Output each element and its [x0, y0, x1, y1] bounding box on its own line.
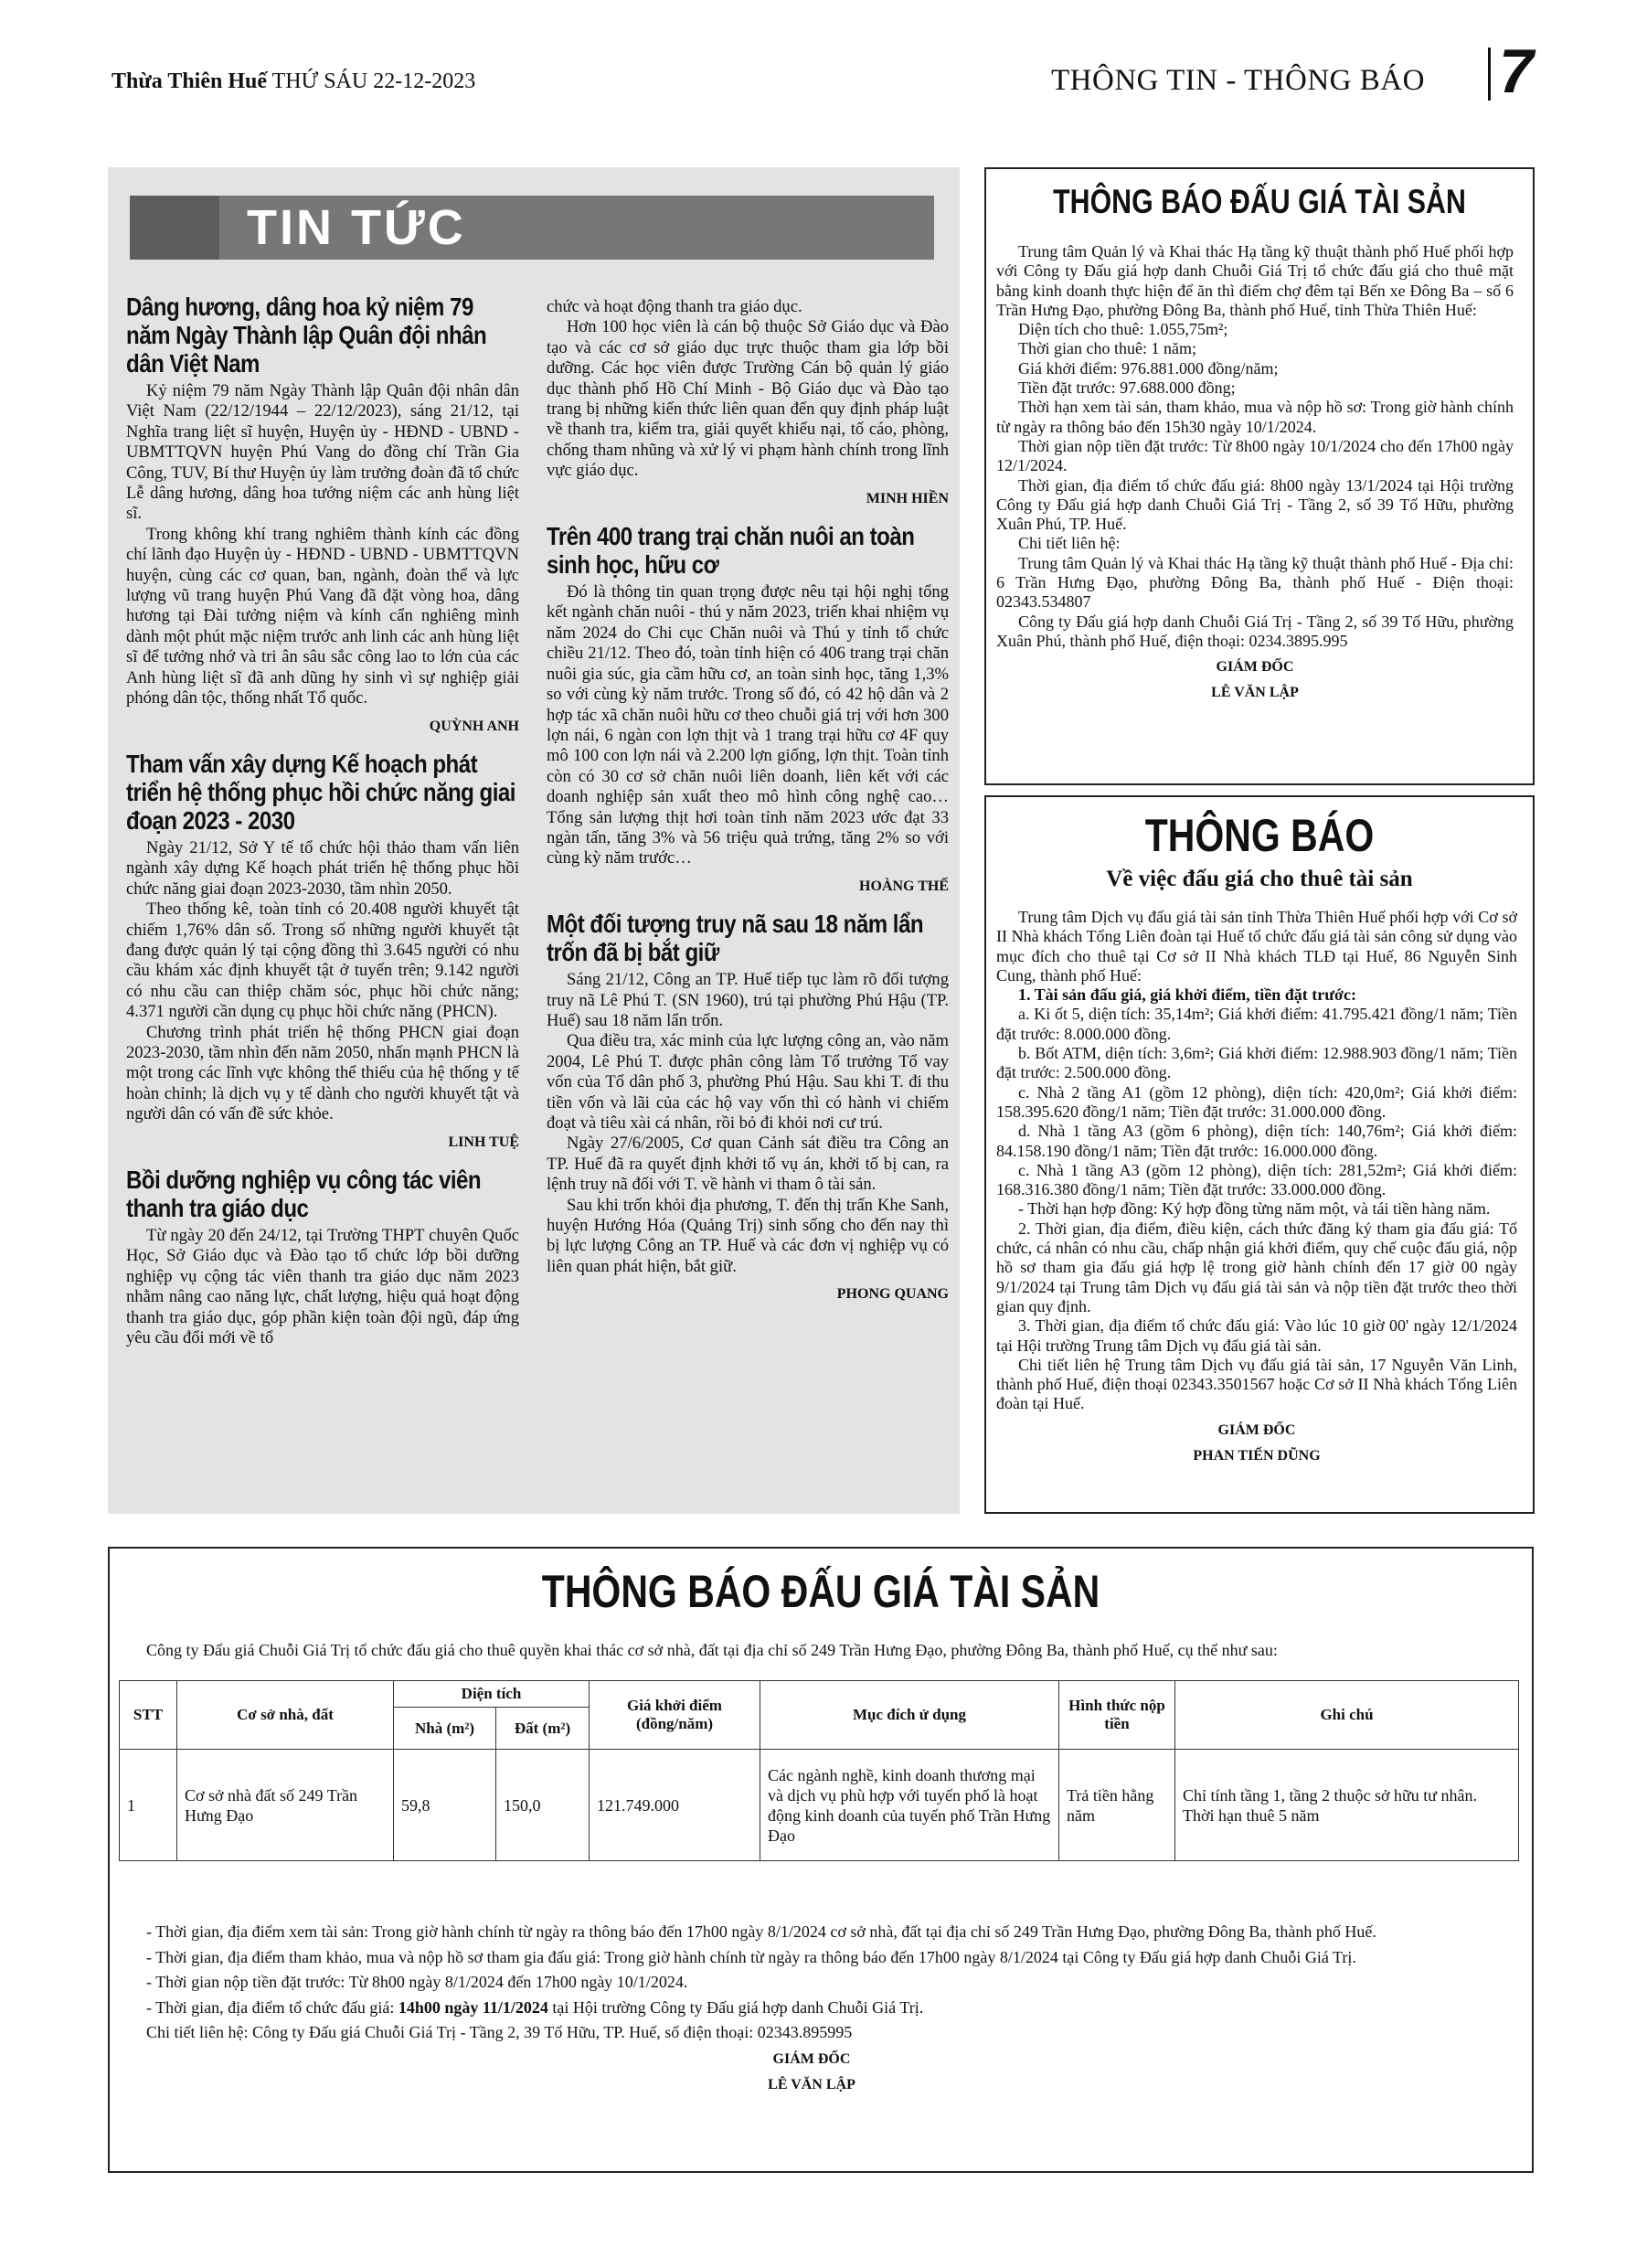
signature-name: LÊ VĂN LẬP	[768, 2076, 855, 2092]
article-paragraph: Kỷ niệm 79 năm Ngày Thành lập Quân đội nhân dân Việt Nam (22/12/1944 – 22/12/2023), sáng 21/12, tại Nghĩa trang liệt sĩ huyện, Huyện ủy - HĐND - UBND - UBMTTQVN huyện Phú Vang do đồng chí Trần Gia Công, TUV, Bí thư Huyện ủy làm trưởng đoàn đã tổ chức Lễ dâng hương, dâng hoa tưởng niệm các anh hùng liệt sĩ.	[126, 381, 519, 524]
article-byline: HOÀNG THẾ	[859, 878, 949, 894]
notice-contact: Chi tiết liên hệ: Công ty Đấu giá Chuỗi Giá Trị - Tầng 2, 39 Tố Hữu, TP. Huế, số điện thoại: 02343.895995	[146, 2023, 853, 2041]
signature-name: LÊ VĂN LẬP	[1211, 685, 1299, 701]
notice-intro: Công ty Đấu giá Chuỗi Giá Trị tổ chức đấu giá cho thuê quyền khai thác cơ sở nhà, đất tại địa chỉ số 249 Trần Hưng Đạo, phường Đông Ba, thành phố Huế, cụ thể như sau:	[146, 1641, 1278, 1659]
article-byline: PHONG QUANG	[836, 1286, 949, 1303]
article-paragraph: Sau khi trốn khỏi địa phương, T. đến thị trấn Khe Sanh, huyện Hướng Hóa (Quảng Trị) sinh sống cho đến nay thì bị lực lượng Công an TP. Huế và các đơn vị nghiệp vụ có liên quan phát hiện, bắt giữ.	[547, 1195, 949, 1276]
cell-coso: Cơ sở nhà đất số 249 Trần Hưng Đạo	[177, 1750, 394, 1861]
article-paragraph: Sáng 21/12, Công an TP. Huế tiếp tục làm rõ đối tượng truy nã Lê Phú T. (SN 1960), trú tại phường Phú Hậu (TP. Huế) sau 18 năm lẩn trốn.	[547, 970, 949, 1030]
notice-line: 3. Thời gian, địa điểm tổ chức đấu giá: Vào lúc 10 giờ 00' ngày 12/1/2024 tại Hội trường Trung tâm Dịch vụ đấu giá tài sản.	[996, 1316, 1517, 1355]
notice-subtitle: Về việc đấu giá cho thuê tài sản	[1106, 867, 1413, 891]
article-byline: MINH HIỀN	[866, 490, 949, 506]
article-byline: QUỲNH ANH	[429, 718, 519, 734]
article-paragraph: Ngày 27/6/2005, Cơ quan Cảnh sát điều tra Công an TP. Huế đã ra quyết định khởi tố vụ án, khởi tố bị can, ra lệnh truy nã đối với T. về hành vi tham ô tài sản.	[547, 1134, 949, 1195]
col-ghichu: Ghi chú	[1175, 1681, 1519, 1750]
news-banner-accent	[130, 196, 219, 260]
article-paragraph: Từ ngày 20 đến 24/12, tại Trường THPT chuyên Quốc Học, Sở Giáo dục và Đào tạo tổ chức lớp bồi dưỡng nghiệp vụ cộng tác viên thanh tra giáo dục năm 2023 nhằm nâng cao năng lực, chất lượng, hiệu quả hoạt động thanh tra giáo dục, góp phần kiện toàn đội ngũ, đáp ứng yêu cầu đổi mới về tổ	[126, 1226, 519, 1348]
cell-dat: 150,0	[496, 1750, 590, 1861]
signature-name: PHAN TIẾN DŨNG	[1193, 1447, 1321, 1464]
notice-line: Thời gian, địa điểm tổ chức đấu giá: 8h00 ngày 13/1/2024 tại Hội trường Công ty Đấu giá hợp danh Chuỗi Giá Trị - Tầng 2, số 39 Tố Hữu, phường Xuân Phú, TP. Huế.	[996, 475, 1514, 534]
col-stt: STT	[120, 1681, 177, 1750]
article-paragraph: Theo thống kê, toàn tỉnh có 20.408 người khuyết tật chiếm 1,76% dân số. Trong số những người khuyết tật đang được quản lý tại cộng đồng thì 3.645 người có nhu cầu khám xác định khuyết tật ở tuyến trên; 9.142 người có nhu cầu can thiệp chăm sóc, phục hồi chức năng; 4.371 người cần dụng cụ phục hồi chức năng (PHCN).	[126, 900, 519, 1022]
article-byline: LINH TUỆ	[448, 1134, 519, 1150]
article-paragraph: Chương trình phát triển hệ thống PHCN giai đoạn 2023-2030, tầm nhìn đến năm 2050, nhấn mạnh PHCN là một trong các lĩnh vực không thể thiếu của hệ thống y tế hoàn chỉnh; là dịch vụ y tế dành cho người khuyết tật và người dân có vấn đề sức khỏe.	[126, 1022, 519, 1124]
article-paragraph: Ngày 21/12, Sở Y tế tổ chức hội thảo tham vấn liên ngành xây dựng Kế hoạch phát triển hệ thống phục hồi chức năng giai đoạn 2023-2030, tầm nhìn 2050.	[126, 837, 519, 899]
news-column-1	[126, 293, 519, 1348]
notice-line: c. Nhà 2 tầng A1 (gồm 12 phòng), diện tích: 420,0m²; Giá khởi điểm: 158.395.620 đồng/1 năm; Tiền đặt trước: 31.000.000 đồng.	[996, 1082, 1517, 1121]
cell-stt: 1	[120, 1750, 177, 1861]
notice-title: THÔNG BÁO	[1144, 810, 1375, 861]
notice-line: Chi tiết liên hệ:	[1018, 534, 1121, 553]
article-title: Dâng hương, dâng hoa kỷ niệm 79 năm Ngày Thành lập Quân đội nhân dân Việt Nam	[126, 293, 487, 378]
news-column-2	[547, 297, 949, 1309]
article-title: Bồi dưỡng nghiệp vụ công tác viên thanh tra giáo dục	[126, 1166, 482, 1222]
article-paragraph: Đó là thông tin quan trọng được nêu tại hội nghị tổng kết ngành chăn nuôi - thú y năm 2023, triển khai nhiệm vụ năm 2024 do Chi cục Chăn nuôi và Thú y tỉnh tổ chức chiều 21/12. Theo đó, toàn tỉnh hiện có 406 trang trại chăn nuôi gia súc, gia cầm hữu cơ, an toàn sinh học, tăng 1,3% so với cùng kỳ năm trước. Trong số đó, có 42 hộ dân và 2 hợp tác xã chăn nuôi hữu cơ theo chuỗi giá trị với hơn 300 lợn nái, 6 ngàn con lợn thịt và 1 trang trại hữu cơ 4F quy mô 100 con lợn nái và 2.200 lợn giống, lợn thịt. Toàn tỉnh còn có 30 cơ sở chăn nuôi liên doanh, liên kết với các doanh nghiệp sản xuất theo mô hình công nghệ cao… Tổng sản lượng thịt hơi toàn tỉnh năm 2023 ước đạt 33 ngàn tấn, tăng 3% và 56 triệu quả trứng, tăng 2% so với cùng kỳ năm trước…	[547, 582, 949, 868]
notice-line: Thời gian nộp tiền đặt trước: Từ 8h00 ngày 10/1/2024 cho đến 17h00 ngày 12/1/2024.	[996, 436, 1514, 475]
article-title: Trên 400 trang trại chăn nuôi an toàn sinh học, hữu cơ	[547, 522, 915, 580]
notice-line: - Thời gian nộp tiền đặt trước: Từ 8h00 ngày 8/1/2024 đến 17h00 ngày 10/1/2024.	[146, 1973, 688, 1991]
notice-line: - Thời hạn hợp đồng: Ký hợp đồng từng năm một, và tái tiền hàng năm.	[1018, 1199, 1491, 1219]
notice-line: b. Bốt ATM, diện tích: 3,6m²; Giá khởi điểm: 12.988.903 đồng/1 năm; Tiền đặt trước: 2.500.000 đồng.	[996, 1044, 1517, 1082]
notice-notes	[126, 1921, 1506, 2098]
col-gia: Giá khởi điểm (đồng/năm)	[590, 1681, 760, 1750]
col-nha: Nhà (m²)	[394, 1708, 496, 1750]
notice-line	[126, 1996, 1506, 2019]
notice-line: - Thời gian, địa điểm xem tài sản: Trong giờ hành chính từ ngày ra thông báo đến 17h00 ngày 8/1/2024 cơ sở nhà, đất tại địa chỉ số 249 Trần Hưng Đạo, phường Đông Ba, thành phố Huế.	[146, 1922, 1376, 1941]
table-header-row	[120, 1681, 1519, 1708]
section-title: THÔNG TIN - THÔNG BÁO	[1051, 64, 1425, 97]
cell-hinhthuc: Trả tiền hằng năm	[1059, 1750, 1175, 1861]
notice-title: THÔNG BÁO ĐẤU GIÁ TÀI SẢN	[1053, 183, 1466, 220]
notice-line: Tiền đặt trước: 97.688.000 đồng;	[1018, 378, 1236, 398]
notice-title: THÔNG BÁO ĐẤU GIÁ TÀI SẢN	[541, 1566, 1100, 1617]
issue-date: THỨ SÁU 22-12-2023	[271, 69, 476, 93]
notice-line: Trung tâm Quản lý và Khai thác Hạ tầng kỹ thuật thành phố Huế phối hợp với Công ty Đấu giá hợp danh Chuỗi Giá Trị tổ chức đấu giá cho thuê mặt bằng kinh doanh thực hiện để ăn thì điểm chợ đêm tại Bến xe Đông Ba – số 6 Trần Hưng Đạo, phường Đông Ba, thành phố Huế, tỉnh Thừa Thiên Huế:	[996, 242, 1514, 319]
notice-line: Thời gian cho thuê: 1 năm;	[1018, 339, 1196, 358]
signature-role: GIÁM ĐỐC	[1217, 1421, 1296, 1438]
col-coso: Cơ sở nhà, đất	[177, 1681, 394, 1750]
notice-line: Thời hạn xem tài sản, tham khảo, mua và nộp hồ sơ: Trong giờ hành chính từ ngày ra thông báo đến 15h30 ngày 10/1/2024.	[996, 398, 1514, 436]
notice-body	[996, 242, 1514, 706]
article-paragraph: Hơn 100 học viên là cán bộ thuộc Sở Giáo dục và Đào tạo và các cơ sở giáo dục trực thuộc tham gia lớp bồi dưỡng. Các học viên được Trường Cán bộ quản lý giáo dục thành phố Hồ Chí Minh - Bộ Giáo dục và Đào tạo trang bị những kiến thức liên quan đến quy định pháp luật về thanh tra, kiểm tra, giải quyết khiếu nại, tố cáo, phòng, chống tham nhũng và xử lý vi phạm hành chính trong lĩnh vực giáo dục.	[547, 317, 949, 481]
cell-gia: 121.749.000	[590, 1750, 760, 1861]
table-row	[120, 1750, 1519, 1861]
note-prefix: - Thời gian, địa điểm tổ chức đấu giá:	[146, 1997, 398, 2017]
notice-line: c. Nhà 1 tầng A3 (gồm 12 phòng), diện tích: 281,52m²; Giá khởi điểm: 168.316.380 đồng/1 năm; Tiền đặt trước: 33.000.000 đồng.	[996, 1160, 1517, 1199]
notice-line: d. Nhà 1 tầng A3 (gồm 6 phòng), diện tích: 140,76m²; Giá khởi điểm: 84.158.190 đồng/1 năm; Tiền đặt trước: 16.000.000 đồng.	[996, 1122, 1517, 1160]
col-hinhthuc: Hình thức nộp tiền	[1059, 1681, 1175, 1750]
news-banner-title: TIN TỨC	[247, 200, 466, 255]
publication-name: Thừa Thiên Huế	[112, 69, 268, 93]
cell-nha: 59,8	[394, 1750, 496, 1861]
notice-line: Trung tâm Quản lý và Khai thác Hạ tầng kỹ thuật thành phố Huế - Địa chỉ: 6 Trần Hưng Đạo, phường Đông Ba, thành phố Huế - Điện thoại: 02343.534807	[996, 553, 1514, 612]
cell-ghichu: Chỉ tính tầng 1, tầng 2 thuộc sở hữu tư nhân. Thời hạn thuê 5 năm	[1175, 1750, 1519, 1861]
article-title: Tham vấn xây dựng Kế hoạch phát triển hệ thống phục hồi chức năng giai đoạn 2023 - 2030	[126, 749, 515, 835]
notice-line: Diện tích cho thuê: 1.055,75m²;	[1018, 320, 1228, 339]
note-highlight: 14h00 ngày 11/1/2024	[398, 1997, 548, 2017]
article-title: Một đối tượng truy nã sau 18 năm lẩn trốn đã bị bắt giữ	[547, 910, 924, 967]
signature-role: GIÁM ĐỐC	[772, 2050, 851, 2067]
auction-table	[119, 1680, 1519, 1861]
header-divider	[1488, 48, 1491, 101]
notice-line: Công ty Đấu giá hợp danh Chuỗi Giá Trị - Tầng 2, số 39 Tố Hữu, phường Xuân Phú, thành phố Huế, điện thoại: 0234.3895.995	[996, 612, 1514, 650]
signature-role: GIÁM ĐỐC	[1216, 659, 1294, 676]
notice-line: Chi tiết liên hệ Trung tâm Dịch vụ đấu giá tài sản, 17 Nguyễn Văn Linh, thành phố Huế, điện thoại 02343.3501567 hoặc Cơ sở II Nhà khách Tổng Liên đoàn tại Huế.	[996, 1355, 1517, 1413]
page-number: 7	[1499, 37, 1534, 106]
article-paragraph: Trong không khí trang nghiêm thành kính các đồng chí lãnh đạo Huyện ủy - HĐND - UBND - UBMTTQVN huyện, cùng các cơ quan, ban, ngành, đoàn thể và lực lượng vũ trang huyện Phú Vang đã đặt vòng hoa, dâng hương tại Đài tưởng niệm và kính cẩn nghiêng mình dành một phút mặc niệm trước anh linh các anh hùng liệt sĩ để tưởng nhớ và tri ân sâu sắc công lao to lớn của các Anh hùng liệt sĩ đã anh dũng hy sinh vì sự nghiệp giải phóng dân tộc, thống nhất Tổ quốc.	[126, 524, 519, 708]
article-paragraph: chức và hoạt động thanh tra giáo dục.	[547, 297, 802, 316]
article-paragraph: Qua điều tra, xác minh của lực lượng công an, vào năm 2004, Lê Phú T. được phân công làm Tổ trưởng Tổ vay vốn của Tổ dân phố 3, phường Phú Hậu. Sau khi T. đi thu tiền vốn và lãi của các hộ vay vốn thì có hành vi chiếm đoạt và tiêu xài cá nhân, rồi bỏ đi khỏi nơi cư trú.	[547, 1031, 949, 1133]
notice-line: 1. Tài sản đấu giá, giá khởi điểm, tiền đặt trước:	[1018, 985, 1356, 1005]
col-mucdich: Mục đích ử dụng	[760, 1681, 1059, 1750]
notice-line: Giá khởi điểm: 976.881.000 đồng/năm;	[1018, 358, 1279, 378]
notice-line: Trung tâm Dịch vụ đấu giá tài sản tỉnh Thừa Thiên Huế phối hợp với Cơ sở II Nhà khách Tổng Liên đoàn tại Huế tổ chức đấu giá tài sản công sử dụng vào mục đích cho thuê tại Cơ sở II Nhà khách TLĐ tại Huế, 86 Nguyễn Sinh Cung, thành phố Huế:	[996, 908, 1517, 985]
notice-body	[996, 908, 1517, 1469]
notice-line: - Thời gian, địa điểm tham khảo, mua và nộp hồ sơ tham gia đấu giá: Trong giờ hành chính từ ngày ra thông báo đến 17h00 ngày 8/1/2024 tại Công ty Đấu giá hợp danh Chuỗi Giá Trị.	[146, 1947, 1356, 1966]
notice-line: a. Ki ốt 5, diện tích: 35,14m²; Giá khởi điểm: 41.795.421 đồng/1 năm; Tiền đặt trước: 8.000.000 đồng.	[996, 1005, 1517, 1043]
masthead	[112, 69, 475, 94]
notice-line: 2. Thời gian, địa điểm, điều kiện, cách thức đăng ký tham gia đấu giá: Tổ chức, cá nhân có nhu cầu, chấp nhận giá khởi điểm, quy chế cuộc đấu giá, nộp hồ sơ tham gia đấu giá hợp lệ trong giờ hành chính đến 17 giờ 00 ngày 9/1/2024 tại Trung tâm Dịch vụ đấu giá tài sản và nộp tiền đặt trước theo thời gian quy định.	[996, 1219, 1517, 1315]
cell-mucdich: Các ngành nghề, kinh doanh thương mại và dịch vụ phù hợp với tuyến phố là hoạt động kinh doanh của tuyến phố Trần Hưng Đạo	[760, 1750, 1059, 1861]
col-dientich: Diện tích	[394, 1681, 590, 1708]
col-dat: Đất (m²)	[496, 1708, 590, 1750]
note-suffix: tại Hội trường Công ty Đấu giá hợp danh Chuỗi Giá Trị.	[547, 1997, 924, 2017]
